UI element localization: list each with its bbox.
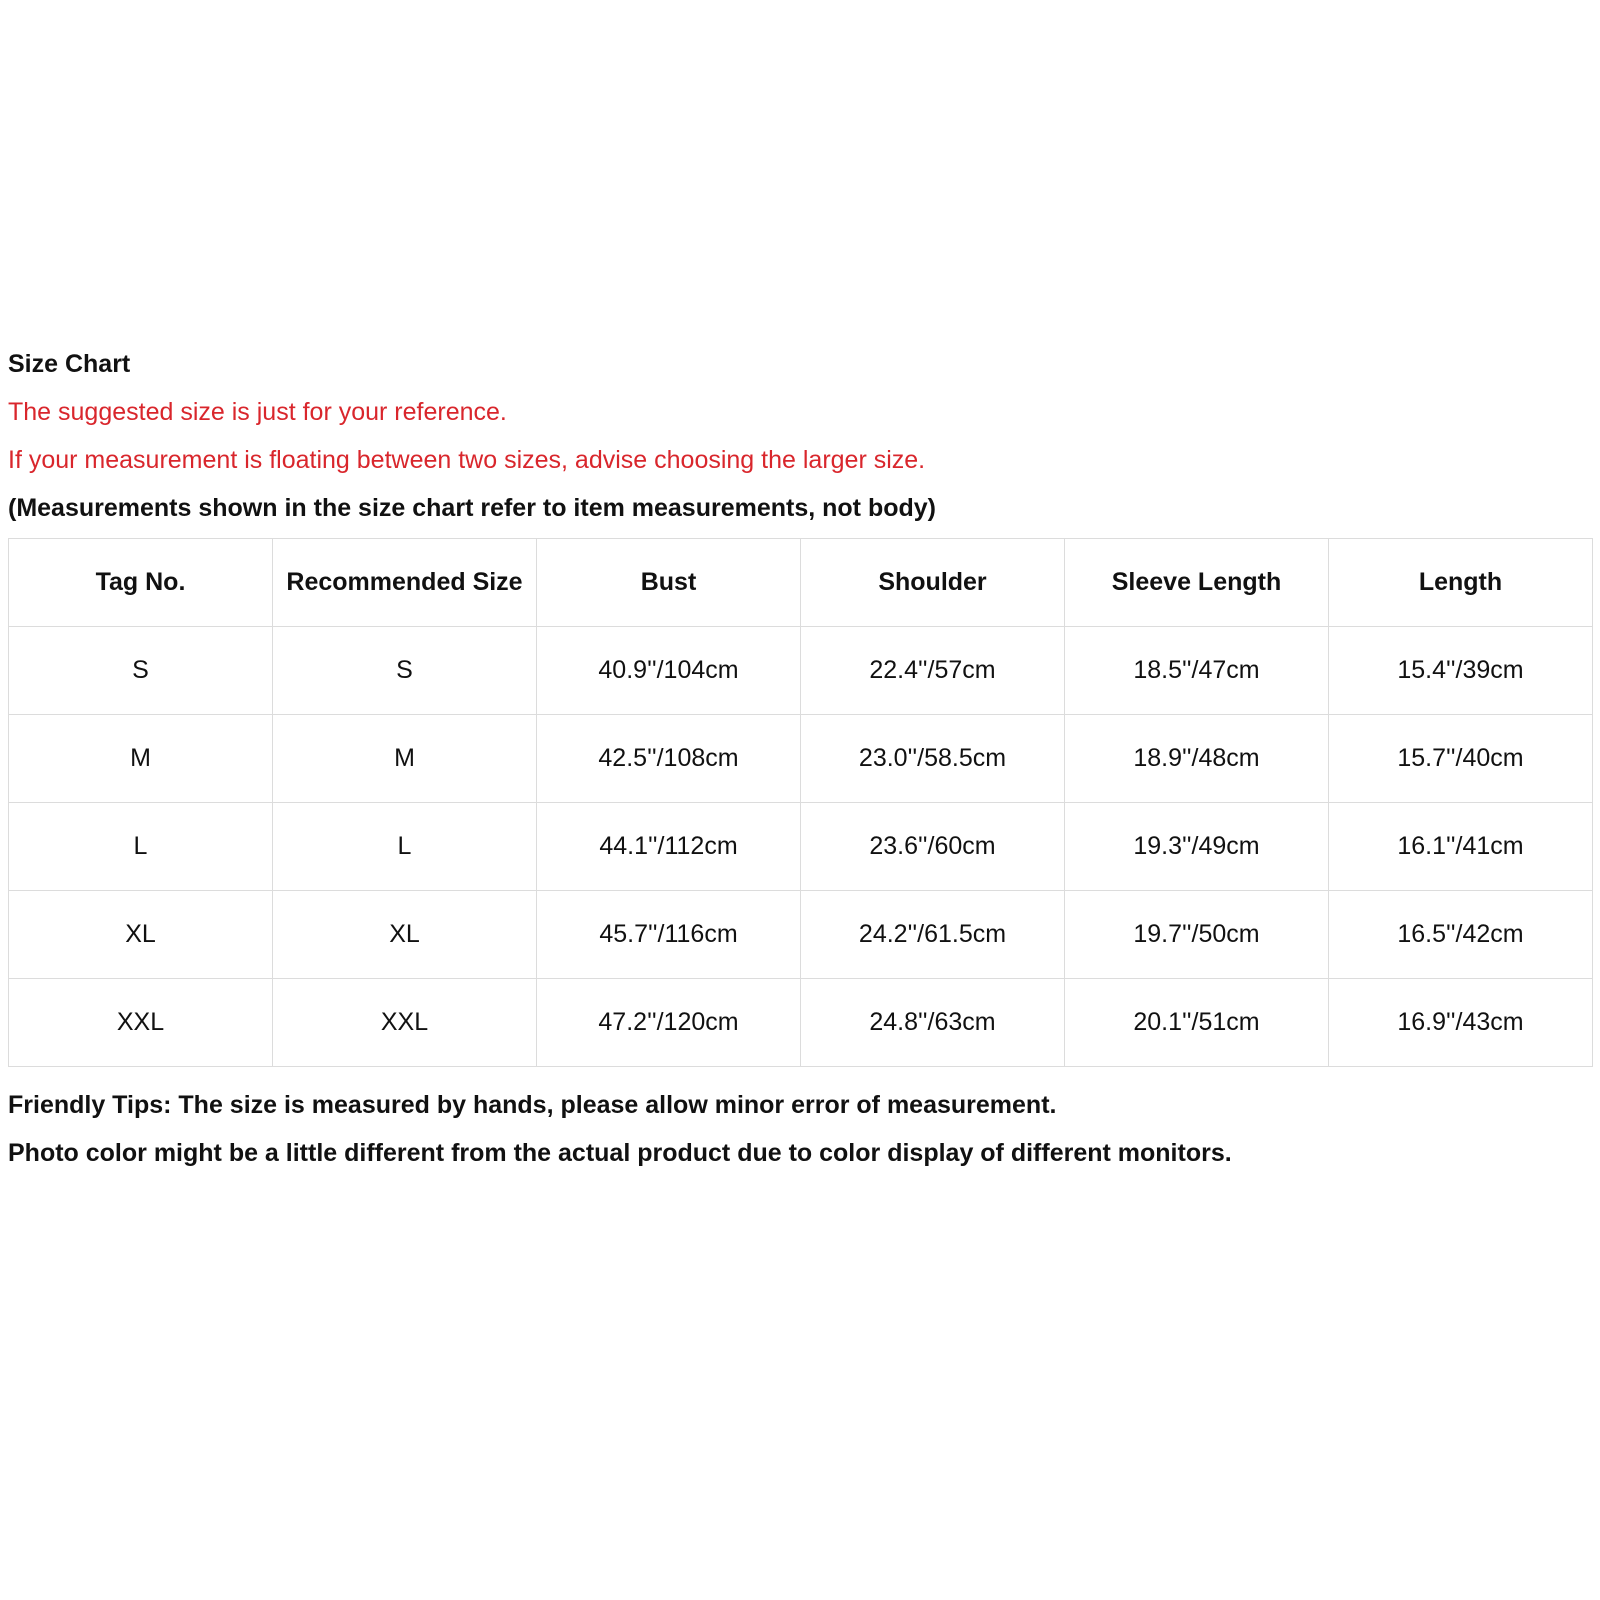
cell-recommended-size: M <box>273 715 537 803</box>
cell-length: 15.4''/39cm <box>1329 627 1593 715</box>
table-row <box>9 627 1593 715</box>
cell-bust: 47.2''/120cm <box>537 979 801 1067</box>
table-row <box>9 979 1593 1067</box>
cell-sleeve-length: 19.3''/49cm <box>1065 803 1329 891</box>
cell-recommended-size: S <box>273 627 537 715</box>
header-bust: Bust <box>537 539 801 627</box>
cell-shoulder: 22.4''/57cm <box>801 627 1065 715</box>
cell-sleeve-length: 20.1''/51cm <box>1065 979 1329 1067</box>
cell-sleeve-length: 18.9''/48cm <box>1065 715 1329 803</box>
size-chart-section <box>8 340 1593 1177</box>
cell-tag-no: L <box>9 803 273 891</box>
cell-length: 16.5''/42cm <box>1329 891 1593 979</box>
page-title: Size Chart <box>8 350 131 378</box>
cell-shoulder: 24.2''/61.5cm <box>801 891 1065 979</box>
cell-bust: 40.9''/104cm <box>537 627 801 715</box>
header-length: Length <box>1329 539 1593 627</box>
cell-shoulder: 23.0''/58.5cm <box>801 715 1065 803</box>
cell-tag-no: XL <box>9 891 273 979</box>
table-header-row <box>9 539 1593 627</box>
table-row <box>9 891 1593 979</box>
measurement-note: (Measurements shown in the size chart refer to item measurements, not body) <box>8 494 936 522</box>
cell-bust: 42.5''/108cm <box>537 715 801 803</box>
cell-sleeve-length: 18.5''/47cm <box>1065 627 1329 715</box>
notice-reference: The suggested size is just for your reference. <box>8 398 507 426</box>
cell-shoulder: 24.8''/63cm <box>801 979 1065 1067</box>
header-shoulder: Shoulder <box>801 539 1065 627</box>
header-recommended-size: Recommended Size <box>273 539 537 627</box>
cell-tag-no: M <box>9 715 273 803</box>
size-table <box>8 538 1593 1067</box>
cell-recommended-size: L <box>273 803 537 891</box>
cell-recommended-size: XXL <box>273 979 537 1067</box>
table-row <box>9 715 1593 803</box>
header-sleeve-length: Sleeve Length <box>1065 539 1329 627</box>
cell-length: 16.1''/41cm <box>1329 803 1593 891</box>
friendly-tips: Friendly Tips: The size is measured by hands, please allow minor error of measurement. <box>8 1091 1057 1119</box>
notice-larger-size: If your measurement is floating between two sizes, advise choosing the larger size. <box>8 446 926 474</box>
cell-tag-no: S <box>9 627 273 715</box>
cell-recommended-size: XL <box>273 891 537 979</box>
cell-tag-no: XXL <box>9 979 273 1067</box>
cell-length: 15.7''/40cm <box>1329 715 1593 803</box>
cell-bust: 44.1''/112cm <box>537 803 801 891</box>
table-row <box>9 803 1593 891</box>
cell-sleeve-length: 19.7''/50cm <box>1065 891 1329 979</box>
cell-shoulder: 23.6''/60cm <box>801 803 1065 891</box>
photo-color-note: Photo color might be a little different from the actual product due to color display of different monitors. <box>8 1139 1232 1167</box>
cell-bust: 45.7''/116cm <box>537 891 801 979</box>
header-tag-no: Tag No. <box>9 539 273 627</box>
cell-length: 16.9''/43cm <box>1329 979 1593 1067</box>
